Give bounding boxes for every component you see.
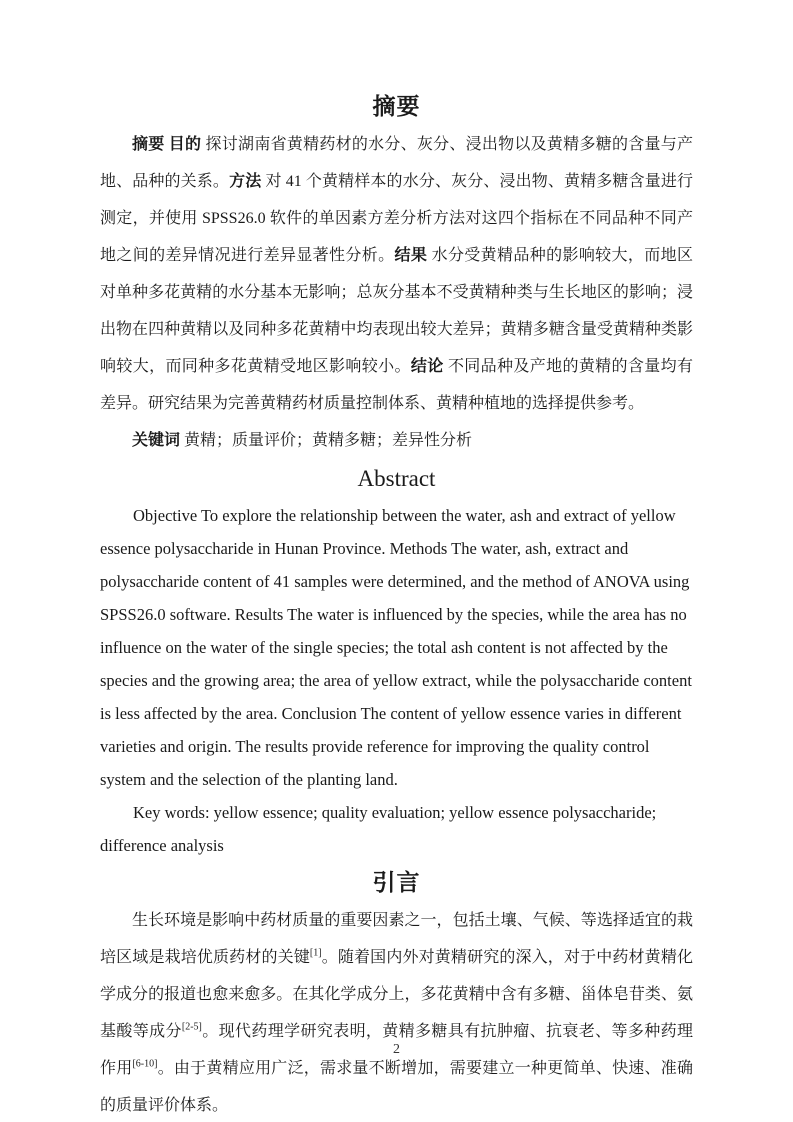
keywords-cn-line — [100, 422, 693, 459]
abstract-en-heading: Abstract — [357, 466, 436, 491]
citation-ref-3: [6-10] — [132, 1058, 158, 1070]
intro-seg-3: 。现代药理学研究表明，黄精多糖具有抗肿瘤、抗衰老、等多种药理作用 — [100, 1023, 693, 1077]
abstract-cn-paragraph — [100, 126, 693, 422]
abstract-cn-heading: 摘要 — [372, 93, 421, 119]
abstract-en-paragraph: Objective To explore the relationship between the water, ash and extract of yellow essence polysaccharide in Hunan Province. Methods The water, ash, extract and polysaccharide content of 41 samples were determined, and the method of ANOVA using SPSS26.0 software. Results The water is influenced by the species, while the area has no influence on the water of the single species; the total ash content is not affected by the species and the growing area; the area of yellow extract, while the polysaccharide content is less affected by the area. Conclusion The content of yellow essence varies in different varieties and origin. The results provide reference for improving the quality control system and the selection of the planting land. — [100, 506, 692, 789]
keywords-cn-text: 黄精；质量评价；黄精多糖；差异性分析 — [184, 432, 473, 449]
intro-seg-2: 。随着国内外对黄精研究的深入，对于中药材黄精化学成分的报道也愈来愈多。在其化学成分上，多花黄精中含有多糖、甾体皂苷类、氨基酸等成分 — [100, 949, 693, 1040]
keywords-cn-label: 关键词 — [132, 432, 185, 449]
page-number: 2 — [393, 1042, 400, 1057]
intro-seg-1: 生长环境是影响中药材质量的重要因素之一，包括土壤、气候、等选择适宜的栽培区域是栽培优质药材的关键 — [100, 912, 693, 966]
abstract-result-label: 结果 — [394, 247, 432, 264]
abstract-conclusion-label: 结论 — [410, 358, 448, 375]
introduction-heading: 引言 — [372, 869, 421, 895]
abstract-objective-text: 探讨湖南省黄精药材的水分、灰分、浸出物以及黄精多糖的含量与产地、品种的关系。 — [100, 136, 693, 190]
citation-ref-2: [2-5] — [181, 1021, 202, 1033]
intro-seg-4: 。由于黄精应用广泛，需求量不断增加，需要建立一种更简单、快速、准确的质量评价体系。 — [100, 1060, 693, 1114]
abstract-result-text: 水分受黄精品种的影响较大，而地区对单种多花黄精的水分基本无影响；总灰分基本不受黄精种类与生长地区的影响；浸出物在四种黄精以及同种多花黄精中均表现出较大差异；黄精多糖含量受黄精种类影响较大，而同种多花黄精受地区影响较小。 — [100, 247, 693, 375]
keywords-en-line: Key words: yellow essence; quality evaluation; yellow essence polysaccharide; difference analysis — [100, 803, 657, 855]
introduction-paragraph — [100, 902, 693, 1122]
citation-ref-1: [1] — [309, 947, 322, 959]
abstract-method-label: 方法 — [229, 173, 266, 190]
abstract-method-text: 对 41 个黄精样本的水分、灰分、浸出物、黄精多糖含量进行测定，并使用 SPSS26.0 软件的单因素方差分析方法对这四个指标在不同品种不同产地之间的差异情况进行差异显著性分析。 — [100, 173, 693, 264]
abstract-conclusion-text: 不同品种及产地的黄精的含量均有差异。研究结果为完善黄精药材质量控制体系、黄精种植地的选择提供参考。 — [100, 358, 693, 412]
abstract-objective-label: 摘要 目的 — [132, 136, 206, 153]
